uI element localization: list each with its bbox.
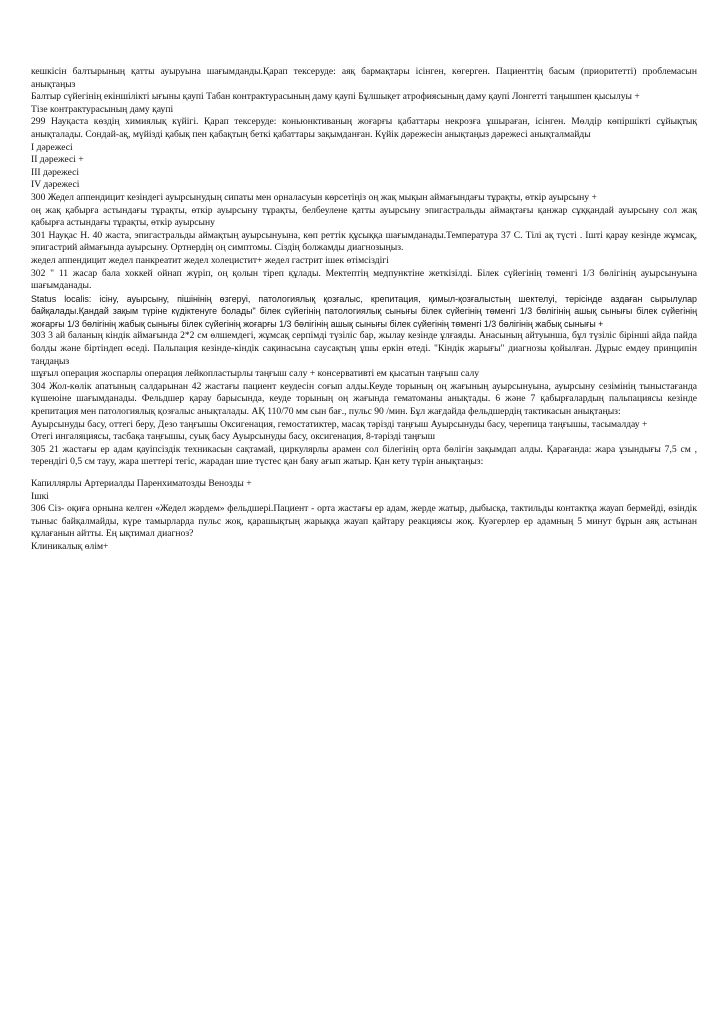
question-303: 303 3 ай баланың кіндік аймағында 2*2 см өлшемдегі, жұмсақ серпімді түзіліс бар, жылау кезінде ұлғаяды. Анасының айтуынша, бұл түзіліс бірінші айда пайда болды және біртіндеп өседі. Пальпация кезінде-кіндік сақинасына саусақтың ұшы еркін өтеді. "Кіндік жарығы" диагнозы қойылған. Дұрыс емдеу принципін таңдаңыз [31,330,697,367]
question-304: 304 Жол-көлік апатының салдарынан 42 жастағы пациент кеудесін соғып алды.Кеуде торының оң жағының ауырсынуына, ауырсыну сезімінің тыныстағанда күшеюіне шағымданады. Фельдшер қарау барысында, кеуде торының оң жағында гематоманы анықтады. 6 және 7 қабырғалардың пальпациясы кезінде крепитация мен патологиялық қозғалыс анықталады. АҚ 110/70 мм сын бағ., пульс 90 /мин. Бұл жағдайда фельдшердің тактикасын анықтаңыз: [31,380,697,418]
answer-options: Капиллярлы Артериалды Паренхиматозды Венозды + [31,478,252,489]
answer-options: Ауырсынуды басу, оттегі беру, Дезо таңғышы Оксигенация, гемостатиктер, масақ тәрізді таңғыш Ауырсынуды басу, черепица таңғышы, тасымалдау + [31,418,648,430]
answer-option: I дәрежесі [31,141,73,153]
text-line: Тізе контрактурасының даму қаупі [31,103,174,115]
question-305: 305 21 жастағы ер адам қауіпсіздік техникасын сақтамай, циркулярлы арамен сол білегінің орта бөлігін зақымдап алды. Қарағанда: жара ұзындығы 7,5 см , терендігі 0,5 см тауу, жара шеттері тегіс, жарадан шие түстес қан баяу ағып жатыр. Қан кету түрін анықтаңыз: [31,443,697,468]
text-line: Балтыр сүйегінің екіншілікті ығыны қаупі Табан контрактурасының даму қаупі Бұлшықет атрофиясының даму қаупі Лонгетті таңышпен қысылуы + [31,91,640,103]
document-page [31,66,697,554]
question-301: 301 Науқас Н. 40 жаста, эпигастральды аймақтың ауырсынуына, көп реттік құсыққа шағымданады.Температура 37 С. Тілі ақ түсті . Ішті қарау кезінде жұмсақ, эпигастрий аймағында ауырсыну. Ортнердің оң симптомы. Сіздің болжамды диагнозыңыз. [31,229,697,254]
status-localis: Status localis: ісіну, ауырсыну, пішінінің өзгеруі, патологиялық қозғалыс, крепитация, қимыл-қозғалыстың шектелуі, терісінде аздаған сырылулар байқалады.Қандай зақым түріне күдіктенуге болады" білек сүйегінің патологиялық сынығы білек сүйегінің төменгі 1/3 бөлігінің ашық сынығы білек сүйегінің жоғарғы 1/3 бөлігінің жабық сынығы білек сүйегінің жоғарғы 1/3 бөлігінің ашық сынығы білек сүйегінің төменгі 1/3 бөлігінің жабық сынығы + [31,293,697,329]
answer-option: III дәрежесі [31,166,80,178]
answer-option: IV дәрежесі [31,179,80,191]
question-300: 300 Жедел аппендицит кезіндегі ауырсынудың сипаты мен орналасуын көрсетіңіз оң жақ мықын аймағындағы тұрақты, өткір ауырсыну + [31,191,597,203]
answer-options: оң жақ қабырға астындағы тұрақты, өткір ауырсыну тұрақты, белбеулене қатты ауырсыну эпигастральды аймақтағы қанжар сұққандай ауырсыну сол жақ қабырға астындағы тұрақты, өткір ауырсыну [31,204,697,229]
question-302: 302 " 11 жасар бала хоккей ойнап жүріп, оң қолын тіреп құлады. Мектептің медпунктіне жеткізілді. Білек сүйегінің төменгі 1/3 бөлігінің ауырсынуына шағымданады. [31,267,697,292]
answer-options: Отегі ингаляциясы, тасбақа таңғышы, суық басу Ауырсынуды басу, оксигенация, 8-тәрізді таңғыш [31,431,435,443]
answer-options: шұғыл операция жоспарлы операция лейкопластырлы таңғыш салу + консервативті ем қысатын таңғыш салу [31,368,480,380]
answer-option: Клиникалық өлім+ [31,540,109,552]
spacer [31,469,697,478]
text-line: кешкісін балтырының қатты ауыруына шағымданды.Қарап тексеруде: аяқ бармақтары ісінген, көгерген. Пациенттің басым (приоритетті) проблемасын анықтаңыз [31,66,697,90]
answer-option: Ішкі [31,490,49,502]
answer-option: II дәрежесі + [31,154,84,166]
question-306: 306 Сіз- оқиға орнына келген «Жедел жәрдем» фельдшері.Пациент - орта жастағы ер адам, жерде жатыр, дыбысқа, тактильды контактқа жауап бермейді, өзіндік тыныс байқалмайды, күре тамырларда пульс жоқ, қарашықтың жарыққа жауап қайтару реакциясы жоқ. Куәгерлер ер адамның 5 минут бұрын аяқ астынан құлағанын айтты. Ең ықтимал диагноз? [31,503,697,540]
question-299: 299 Науқаста көздің химиялық күйігі. Қарап тексеруде: коньюнктиваның жоғарғы қабаттары некрозға ұшыраған, ісінген. Мөлдір көпіршікті сұйықтық анықталады. Сондай-ақ, мүйізді қабық пен қабақтың беткі қабаттары зақымданған. Күйік дәрежесін анықтаңыз дәрежесі анықталмайды [31,116,697,140]
answer-options: жедел аппендицит жедел панкреатит жедел холецистит+ жедел гастрит ішек өтімсіздігі [31,254,389,266]
